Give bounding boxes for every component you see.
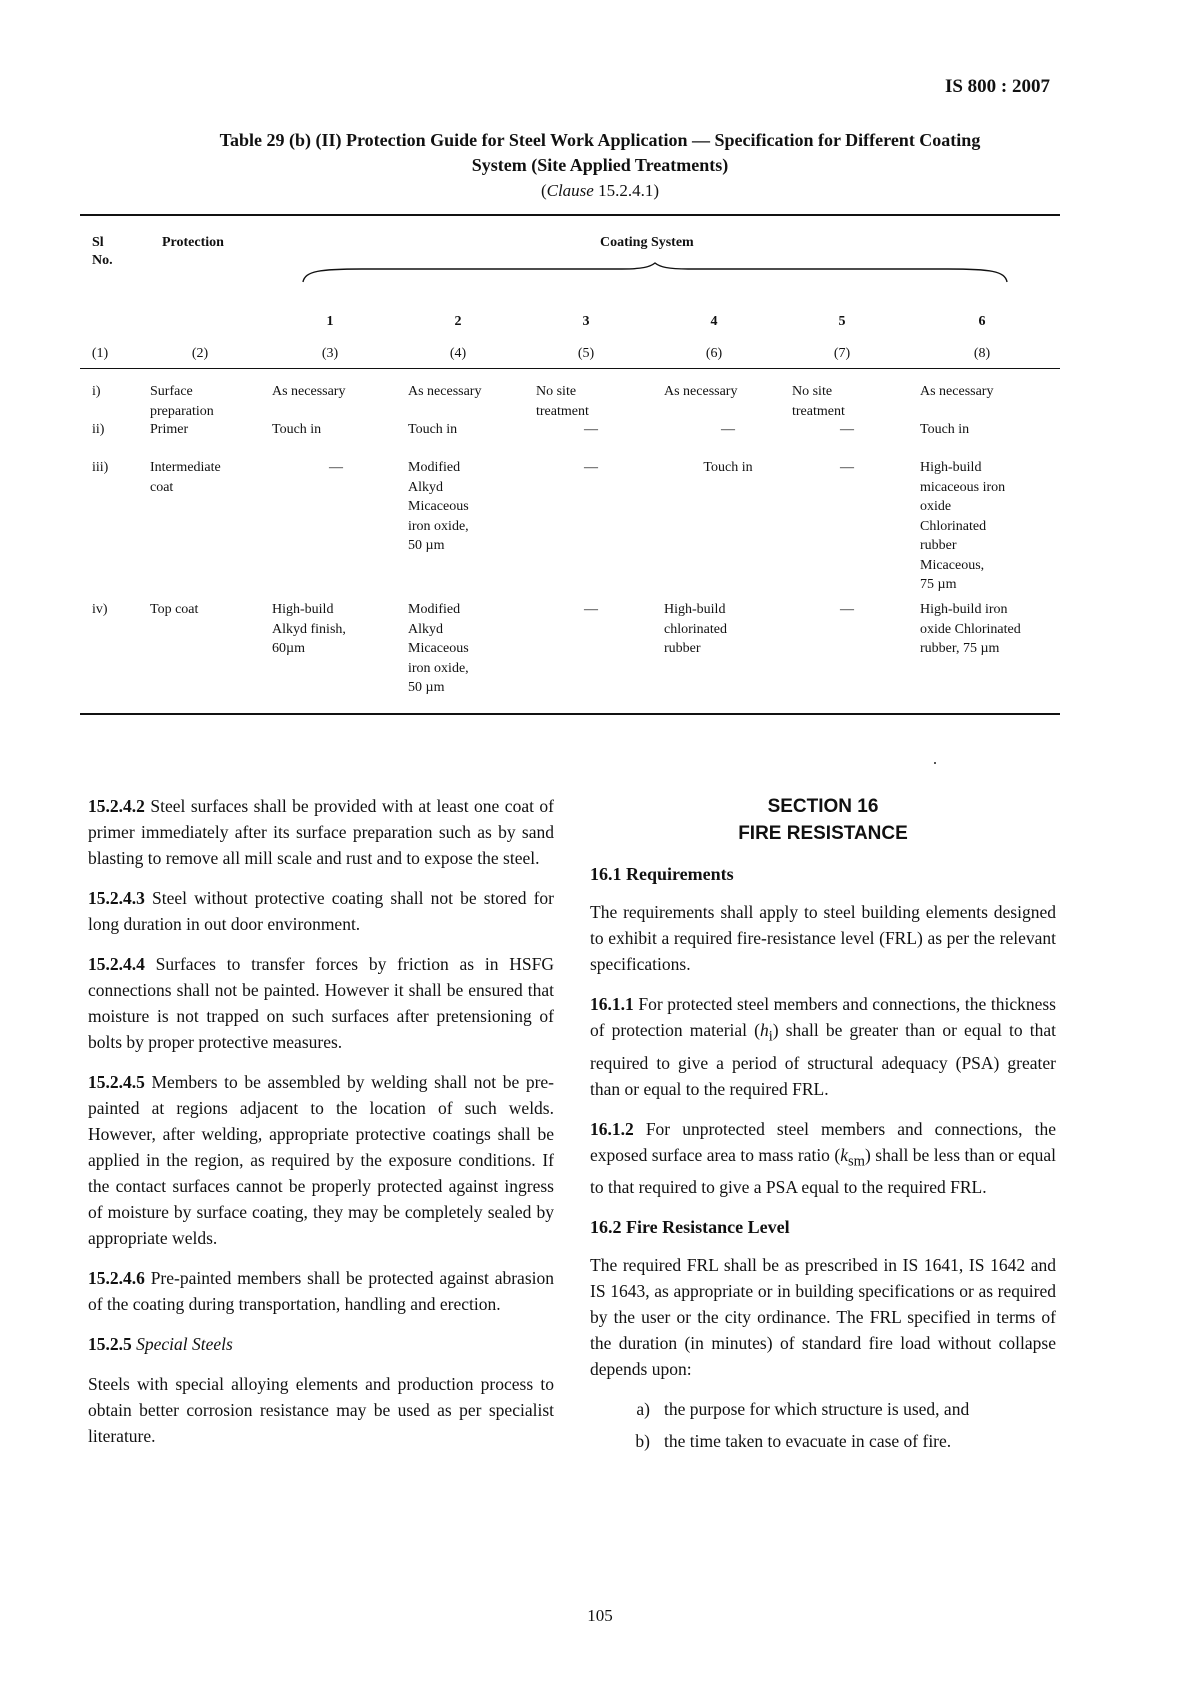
cell-line: — [721,422,735,437]
cell-line: — [584,460,598,475]
column-number: (8) [973,346,991,361]
column-number: (5) [577,346,595,361]
cell-line: Micaceous [408,499,469,514]
cell-line: As necessary [920,384,994,399]
clause-15-2-4-6: 15.2.4.6 Pre-painted members shall be protected against abrasion of the coating during transportation, handling and erection. [88,1268,554,1314]
table-row-sl: iii) [92,460,109,475]
cell-line: — [329,460,343,475]
col-header-coating-system: Coating System [600,235,694,250]
system-number: 4 [710,314,718,329]
cell-line: — [840,602,854,617]
cell-line: iron oxide, [408,518,469,534]
table-row-sl: ii) [92,422,105,437]
table-cell [792,382,902,421]
table-title [90,128,1110,203]
cell-line: Touch in [703,460,753,475]
table-cell [536,382,646,421]
column-number: (6) [705,346,723,361]
cell-line: High-build [664,602,726,617]
cell-line: — [584,422,598,437]
table-cell [408,420,536,440]
cell-line: oxide [920,499,952,514]
protection-line: coat [150,479,174,495]
cell-line: Touch in [408,422,458,437]
cell-line: High-build [272,602,334,617]
cell-line: As necessary [272,384,346,399]
column-number: (2) [191,346,209,361]
heading-16-2: 16.2 Fire Resistance Level [590,1217,790,1237]
col-header-protection: Protection [162,235,224,250]
cell-line: Modified [408,460,461,475]
table-cell [920,420,1060,440]
cell-line: Modified [408,602,461,617]
table-top-rule [80,214,1060,216]
protection-line: Primer [150,422,189,437]
system-number: 2 [454,314,462,329]
cell-line: No site [792,384,833,399]
table-row-sl: iv) [92,602,108,617]
cell-line: High-build [920,460,982,475]
cell-line: rubber [664,641,701,656]
clause-15-2-4-2: 15.2.4.2 Steel surfaces shall be provided with at least one coat of primer immediately after its surface preparation such as by sand blasting to remove all mill scale and rust and to expose the steel. [88,796,555,868]
list-item: b) the time taken to evacuate in case of fire. [635,1431,952,1451]
clause-16-2-text: The required FRL shall be as prescribed in IS 1641, IS 1642 and IS 1643, as appropriate or in building specifications or as required by the user or the city ordinance. The FRL specified in terms of the duration (in minutes) of standard fire load without collapse depends upon: [590,1255,1056,1379]
clause-16-1-text: The requirements shall apply to steel building elements designed to exhibit a required fire-resistance level (FRL) as per the relevant specifications. [590,902,1056,974]
table-cell [920,382,1060,402]
table-cell [920,600,1060,659]
table-cell [664,420,792,440]
cell-line: oxide Chlorinated [920,621,1021,637]
table-row-protection [150,458,221,497]
table-header-rule [80,368,1060,369]
column-number: (4) [449,346,467,361]
table-cell [792,420,902,440]
system-number: 6 [978,314,986,329]
protection-line: Surface [150,384,193,399]
cell-line: Touch in [272,422,322,437]
table-cell [920,458,1060,595]
cell-line: treatment [536,403,589,419]
table-cell [664,382,792,402]
clause-16-1-2: 16.1.2 For unprotected steel members and connections, the exposed surface area to mass ratio $(k_{sm})$ shall be less than or equal to that required to give a PSA equal to the required FRL. [590,1118,1056,1197]
table-cell [664,600,792,659]
table-cell [408,458,536,556]
table-cell [536,420,646,440]
cell-line: — [584,602,598,617]
cell-line: rubber [920,538,957,553]
cell-line: 75 µm [920,577,957,592]
column-number: (7) [833,346,851,361]
table-cell [536,600,646,620]
cell-line: rubber, 75 µm [920,641,1000,656]
cell-line: 60µm [272,641,305,656]
cell-line: — [840,460,854,475]
clause-15-2-4-4: 15.2.4.4 Surfaces to transfer forces by friction as in HSFG connections shall not be painted. However it shall be ensured that moisture is not trapped on such surfaces after pretensioning of bolts by proper protective measures. [88,954,554,1052]
clause-16-1-1: 16.1.1 For protected steel members and connections, the thickness of protection material $(h_i)$ shall be greater than or equal to that required to give a period of structural adequacy (PSA) greater than or equal to the required FRL. [590,994,1056,1099]
table-row-protection [150,382,214,421]
clause-15-2-5-heading: 15.2.5 Special Steels [88,1334,233,1354]
column-number: (3) [321,346,339,361]
cell-line: Alkyd [408,479,443,495]
cell-line: Micaceous [408,641,469,656]
cell-line: No site [536,384,577,399]
protection-line: Intermediate [150,460,221,475]
table-cell [792,458,902,478]
table-row-sl: i) [92,384,101,399]
table-title-line2: System (Site Applied Treatments) [471,155,729,175]
column-number: (1) [91,346,109,361]
cell-line: Alkyd finish, [272,621,346,637]
cell-line: Touch in [920,422,970,437]
table-row-protection [150,420,188,440]
table-cell [792,600,902,620]
col-header-sl: Sl No. [92,235,113,268]
cell-line: 50 µm [408,680,445,695]
cell-line: — [840,422,854,437]
cell-line: 50 µm [408,538,445,553]
coating-system-brace [302,262,1008,284]
print-speck [934,762,936,764]
cell-line: Alkyd [408,621,443,637]
cell-line: Chlorinated [920,518,987,534]
table-cell [408,382,536,402]
cell-line: chlorinated [664,621,727,637]
table-clause: (Clause 15.2.4.1) [540,181,660,200]
left-column [88,793,554,1463]
protection-line: Top coat [150,602,199,617]
cell-line: High-build iron [920,602,1008,617]
clause-15-2-5-text: Steels with special alloying elements and production process to obtain better corrosion resistance may be used as per specialist literature. [88,1374,554,1446]
heading-16-1: 16.1 Requirements [590,864,734,884]
cell-line: As necessary [664,384,738,399]
fre-dependency-list [590,1396,1056,1454]
table-title-line1: Table 29 (b) (II) Protection Guide for Steel Work Application — Specification for Different Coating [219,130,981,150]
cell-line: micaceous iron [920,479,1006,495]
table-cell [272,600,400,659]
cell-line: Micaceous, [920,557,985,573]
protection-line: preparation [150,403,214,419]
table-bottom-rule [80,713,1060,715]
right-column [590,793,1056,1460]
cell-line: As necessary [408,384,482,399]
section-heading: SECTION 16 FIRE RESISTANCE [738,796,908,844]
table-cell [536,458,646,478]
table-cell [272,458,400,478]
system-number: 5 [838,314,846,329]
standard-reference: IS 800 : 2007 [944,76,1050,97]
table-cell [272,420,400,440]
table-row-protection [150,600,198,620]
clause-15-2-4-5: 15.2.4.5 Members to be assembled by welding shall not be pre-painted at regions adjacent to the location of such welds. However, after welding, appropriate protective coatings shall be applied in the region, as required by the exposure conditions. If the contact surfaces cannot be properly protected against ingress of moisture by surface coating, they may be completely sealed by appropriate welds. [88,1072,555,1248]
clause-15-2-4-3: 15.2.4.3 Steel without protective coating shall not be stored for long duration in out door environment. [88,888,555,934]
table-cell [272,382,400,402]
system-number: 3 [582,314,590,329]
system-number: 1 [326,314,334,329]
list-item: a) the purpose for which structure is used, and [636,1399,970,1419]
page-number: 105 [587,1606,613,1625]
cell-line: iron oxide, [408,660,469,676]
cell-line: treatment [792,403,845,419]
table-cell [664,458,792,478]
table-cell [408,600,536,698]
